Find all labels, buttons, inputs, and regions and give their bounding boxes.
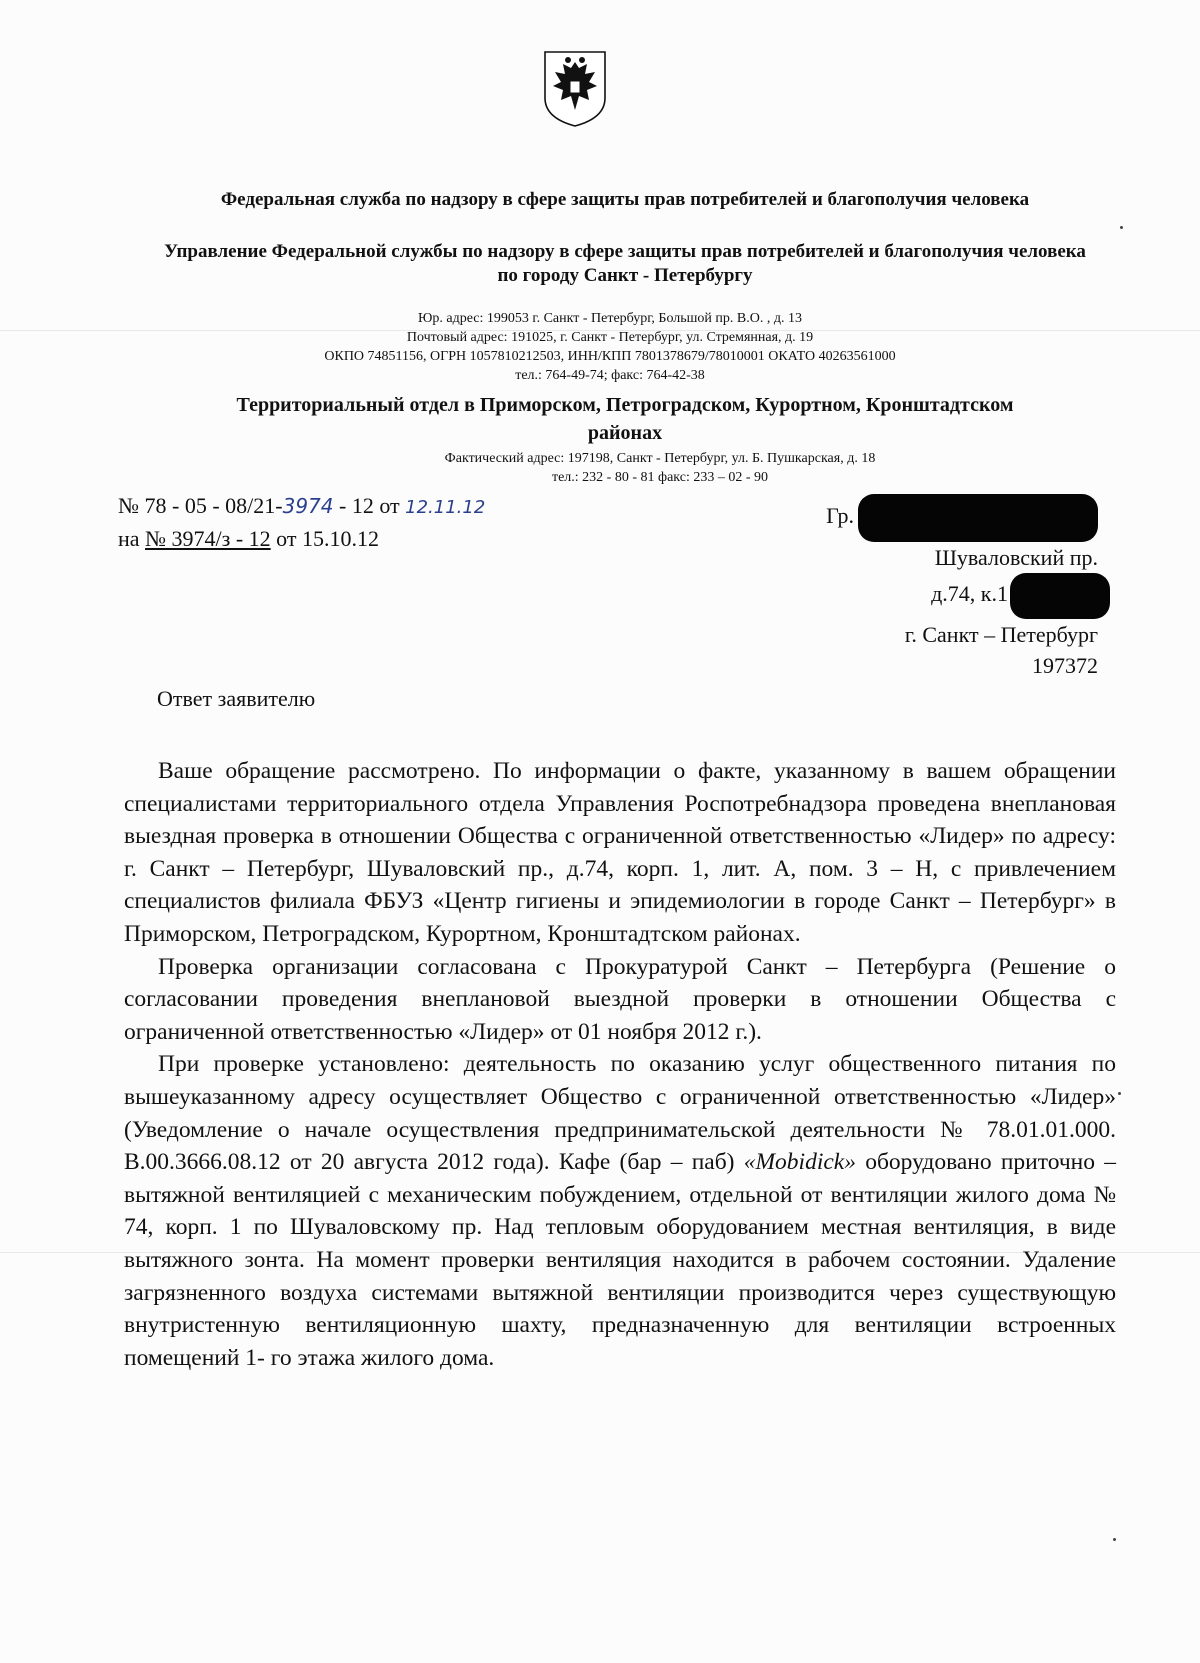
agency-address-block — [240, 309, 980, 385]
cafe-name: «Mobidick» — [743, 1149, 856, 1176]
reply-to-prefix: на — [118, 526, 146, 551]
handwritten-number: 3974 — [282, 494, 334, 518]
recipient-postcode: 197372 — [1032, 653, 1098, 678]
reply-to-reference — [118, 523, 485, 554]
reply-to-date: от 15.10.12 — [270, 526, 379, 551]
reverse-side-show-through — [360, 140, 1140, 171]
registration-codes: ОКПО 74851156, ОГРН 1057810212503, ИНН/КПП 7801378679/78010001 ОКАТО 40263561000 — [324, 349, 896, 364]
body-paragraph-3-part-a: При проверке установлено: деятельность по оказанию услуг общественного питания по вышеуказанному адресу осуществляет Общество с ограниченной ответственностью «Лидер» (Уведомление о начале осуществления предпринимательской деятельности № 78.01.01.000. В.00.3666.08.12 от 20 августа 2012 года). Кафе (бар – паб) — [124, 1051, 1116, 1176]
letter-body — [124, 755, 1116, 1374]
recipient-house: д.74, к.1 — [931, 581, 1008, 607]
redacted-apartment — [1010, 573, 1110, 619]
handwritten-date: 12.11.12 — [405, 497, 486, 518]
department-address-block — [280, 449, 1040, 487]
coat-of-arms-emblem-icon — [541, 48, 609, 128]
recipient-house-line — [798, 573, 1098, 619]
outgoing-reference — [118, 490, 485, 554]
body-paragraph-2: Проверка организации согласована с Прокуратурой Санкт – Петербурга (Решение о согласовании проведения внеплановой выездной проверки в отношении Общества с ограниченной ответственностью «Лидер» от 01 ноября 2012 г.). — [124, 953, 1116, 1045]
recipient-prefix: Гр. — [826, 503, 854, 529]
outgoing-number-suffix: - 12 от — [333, 493, 406, 518]
outgoing-number — [118, 490, 485, 523]
recipient-street: Шуваловский пр. — [934, 545, 1098, 570]
territorial-department-name: Территориальный отдел в Приморском, Петроградском, Курортном, Кронштадтском районах — [236, 394, 1014, 444]
body-paragraph-3-part-b: оборудовано приточно – вытяжной вентиляцией с механическим побуждением, отдельной от вентиляции жилого дома № 74, корп. 1 по Шуваловскому пр. Над тепловым оборудованием местная вентиляция, в виде вытяжного зонта. На момент проверки вентиляция находится в рабочем состоянии. Удаление загрязненного воздуха системами вытяжной вентиляции производится через существующую внутристенную вентиляционную шахту, предназначенную для вентиляции встроенных помещений 1- го этажа жилого дома. — [124, 1149, 1116, 1371]
postal-address: Почтовый адрес: 191025, г. Санкт - Петербург, ул. Стремянная, д. 19 — [406, 330, 814, 345]
agency-phones: тел.: 764-49-74; факс: 764-42-38 — [515, 368, 705, 383]
legal-address: Юр. адрес: 199053 г. Санкт - Петербург, Большой пр. В.О. , д. 13 — [418, 311, 802, 326]
recipient-city: г. Санкт – Петербург — [904, 622, 1098, 647]
agency-department-name: Управление Федеральной службы по надзору в сфере защиты прав потребителей и благополучия человека по городу Санкт - Петербургу — [164, 241, 1086, 286]
reply-to-number: № 3974/з - 12 — [145, 526, 271, 551]
body-paragraph-3 — [124, 1048, 1116, 1374]
recipient-name-line — [798, 494, 1098, 542]
scan-speck — [1118, 1092, 1121, 1095]
redacted-name — [858, 494, 1098, 542]
outgoing-number-prefix: № 78 - 05 - 08/21- — [118, 493, 283, 518]
agency-name: Федеральная служба по надзору в сфере защиты прав потребителей и благополучия человека — [220, 189, 1030, 210]
body-paragraph-1: Ваше обращение рассмотрено. По информации о факте, указанному в вашем обращении специалистами территориального отдела Управления Роспотребнадзора проведена внеплановая выездная проверка в отношении Общества с ограниченной ответственностью «Лидер» по адресу: г. Санкт – Петербург, Шуваловский пр., д.74, корп. 1, лит. А, пом. 3 – Н, с привлечением специалистов филиала ФБУЗ «Центр гигиены и эпидемиологии в городе Санкт – Петербург» в Приморском, Петроградском, Курортном, Кронштадтском районах. — [124, 758, 1116, 947]
reply-title: Ответ заявителю — [157, 686, 316, 711]
department-phones: тел.: 232 - 80 - 81 факс: 233 – 02 - 90 — [551, 470, 769, 485]
scan-speck — [1120, 226, 1123, 229]
recipient-address — [798, 494, 1098, 681]
scan-speck — [1113, 1538, 1116, 1541]
department-address: Фактический адрес: 197198, Санкт - Петербург, ул. Б. Пушкарская, д. 18 — [444, 451, 876, 466]
